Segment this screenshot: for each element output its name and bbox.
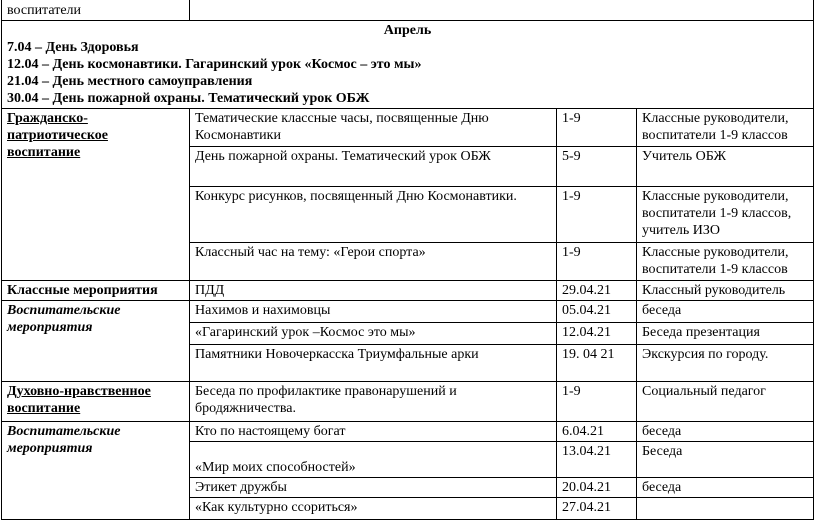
month-event: 12.04 – День космонавтики. Гагаринский урок «Космос – это мы» [7, 57, 422, 72]
grade-cell: 1-9 [557, 109, 637, 147]
month-event: 21.04 – День местного самоуправления [7, 74, 253, 89]
date-cell: 27.04.21 [557, 498, 637, 520]
header-row [2, 0, 814, 21]
date-cell: 05.04.21 [557, 301, 637, 323]
event-cell: Конкурс рисунков, посвященный Дню Космонавтики. [190, 187, 557, 243]
responsible-cell: беседа [637, 478, 814, 498]
event-cell: Этикет дружбы [190, 478, 557, 498]
responsible-cell: Учитель ОБЖ [637, 147, 814, 187]
event-cell: «Гагаринский урок –Космос это мы» [190, 323, 557, 345]
month-cell [2, 21, 814, 109]
month-event: 30.04 – День пожарной охраны. Тематический урок ОБЖ [7, 91, 370, 106]
table-row [2, 281, 814, 301]
plan-table [1, 0, 814, 520]
responsible-cell: Социальный педагог [637, 382, 814, 422]
responsible-cell: Беседа [637, 442, 814, 478]
date-cell: 19. 04 21 [557, 345, 637, 382]
grade-cell: 1-9 [557, 243, 637, 281]
grade-cell: 1-9 [557, 187, 637, 243]
responsible-cell: Классные руководители, воспитатели 1-9 классов [637, 109, 814, 147]
date-cell: 13.04.21 [557, 442, 637, 478]
event-cell: Нахимов и нахимовцы [190, 301, 557, 323]
header-empty [190, 0, 814, 21]
event-cell: Классный час на тему: «Герои спорта» [190, 243, 557, 281]
table-row [2, 382, 814, 422]
month-event: 7.04 – День Здоровья [7, 40, 139, 55]
date-cell: 20.04.21 [557, 478, 637, 498]
table-row [2, 109, 814, 147]
table-row [2, 301, 814, 323]
responsible-cell: Классный руководитель [637, 281, 814, 301]
event-cell: Тематические классные часы, посвященные Дню Космонавтики [190, 109, 557, 147]
responsible-cell: Классные руководители, воспитатели 1-9 классов, учитель ИЗО [637, 187, 814, 243]
grade-cell: 5-9 [557, 147, 637, 187]
responsible-cell [637, 498, 814, 520]
section-title-civic: Гражданско-патриотическое воспитание [2, 109, 190, 281]
section-title-class-events: Классные мероприятия [2, 281, 190, 301]
header-label: воспитатели [2, 0, 190, 21]
date-cell: 12.04.21 [557, 323, 637, 345]
section-title-educational: Воспитательские мероприятия [2, 422, 190, 520]
table-row [2, 422, 814, 442]
event-cell: ПДД [190, 281, 557, 301]
event-cell: День пожарной охраны. Тематический урок ОБЖ [190, 147, 557, 187]
month-row [2, 21, 814, 109]
responsible-cell: Беседа презентация [637, 323, 814, 345]
event-cell: Беседа по профилактике правонарушений и бродяжничества. [190, 382, 557, 422]
responsible-cell: беседа [637, 422, 814, 442]
section-title-educational: Воспитательские мероприятия [2, 301, 190, 382]
responsible-cell: беседа [637, 301, 814, 323]
month-title: Апрель [383, 23, 432, 38]
event-cell: «Мир моих способностей» [190, 442, 557, 478]
event-cell: Кто по настоящему богат [190, 422, 557, 442]
responsible-cell: Экскурсия по городу. [637, 345, 814, 382]
date-cell: 6.04.21 [557, 422, 637, 442]
grade-cell: 1-9 [557, 382, 637, 422]
event-cell: Памятники Новочеркасска Триумфальные арки [190, 345, 557, 382]
section-title-spiritual: Духовно-нравственное воспитание [2, 382, 190, 422]
responsible-cell: Классные руководители, воспитатели 1-9 классов [637, 243, 814, 281]
event-cell: «Как культурно ссориться» [190, 498, 557, 520]
date-cell: 29.04.21 [557, 281, 637, 301]
